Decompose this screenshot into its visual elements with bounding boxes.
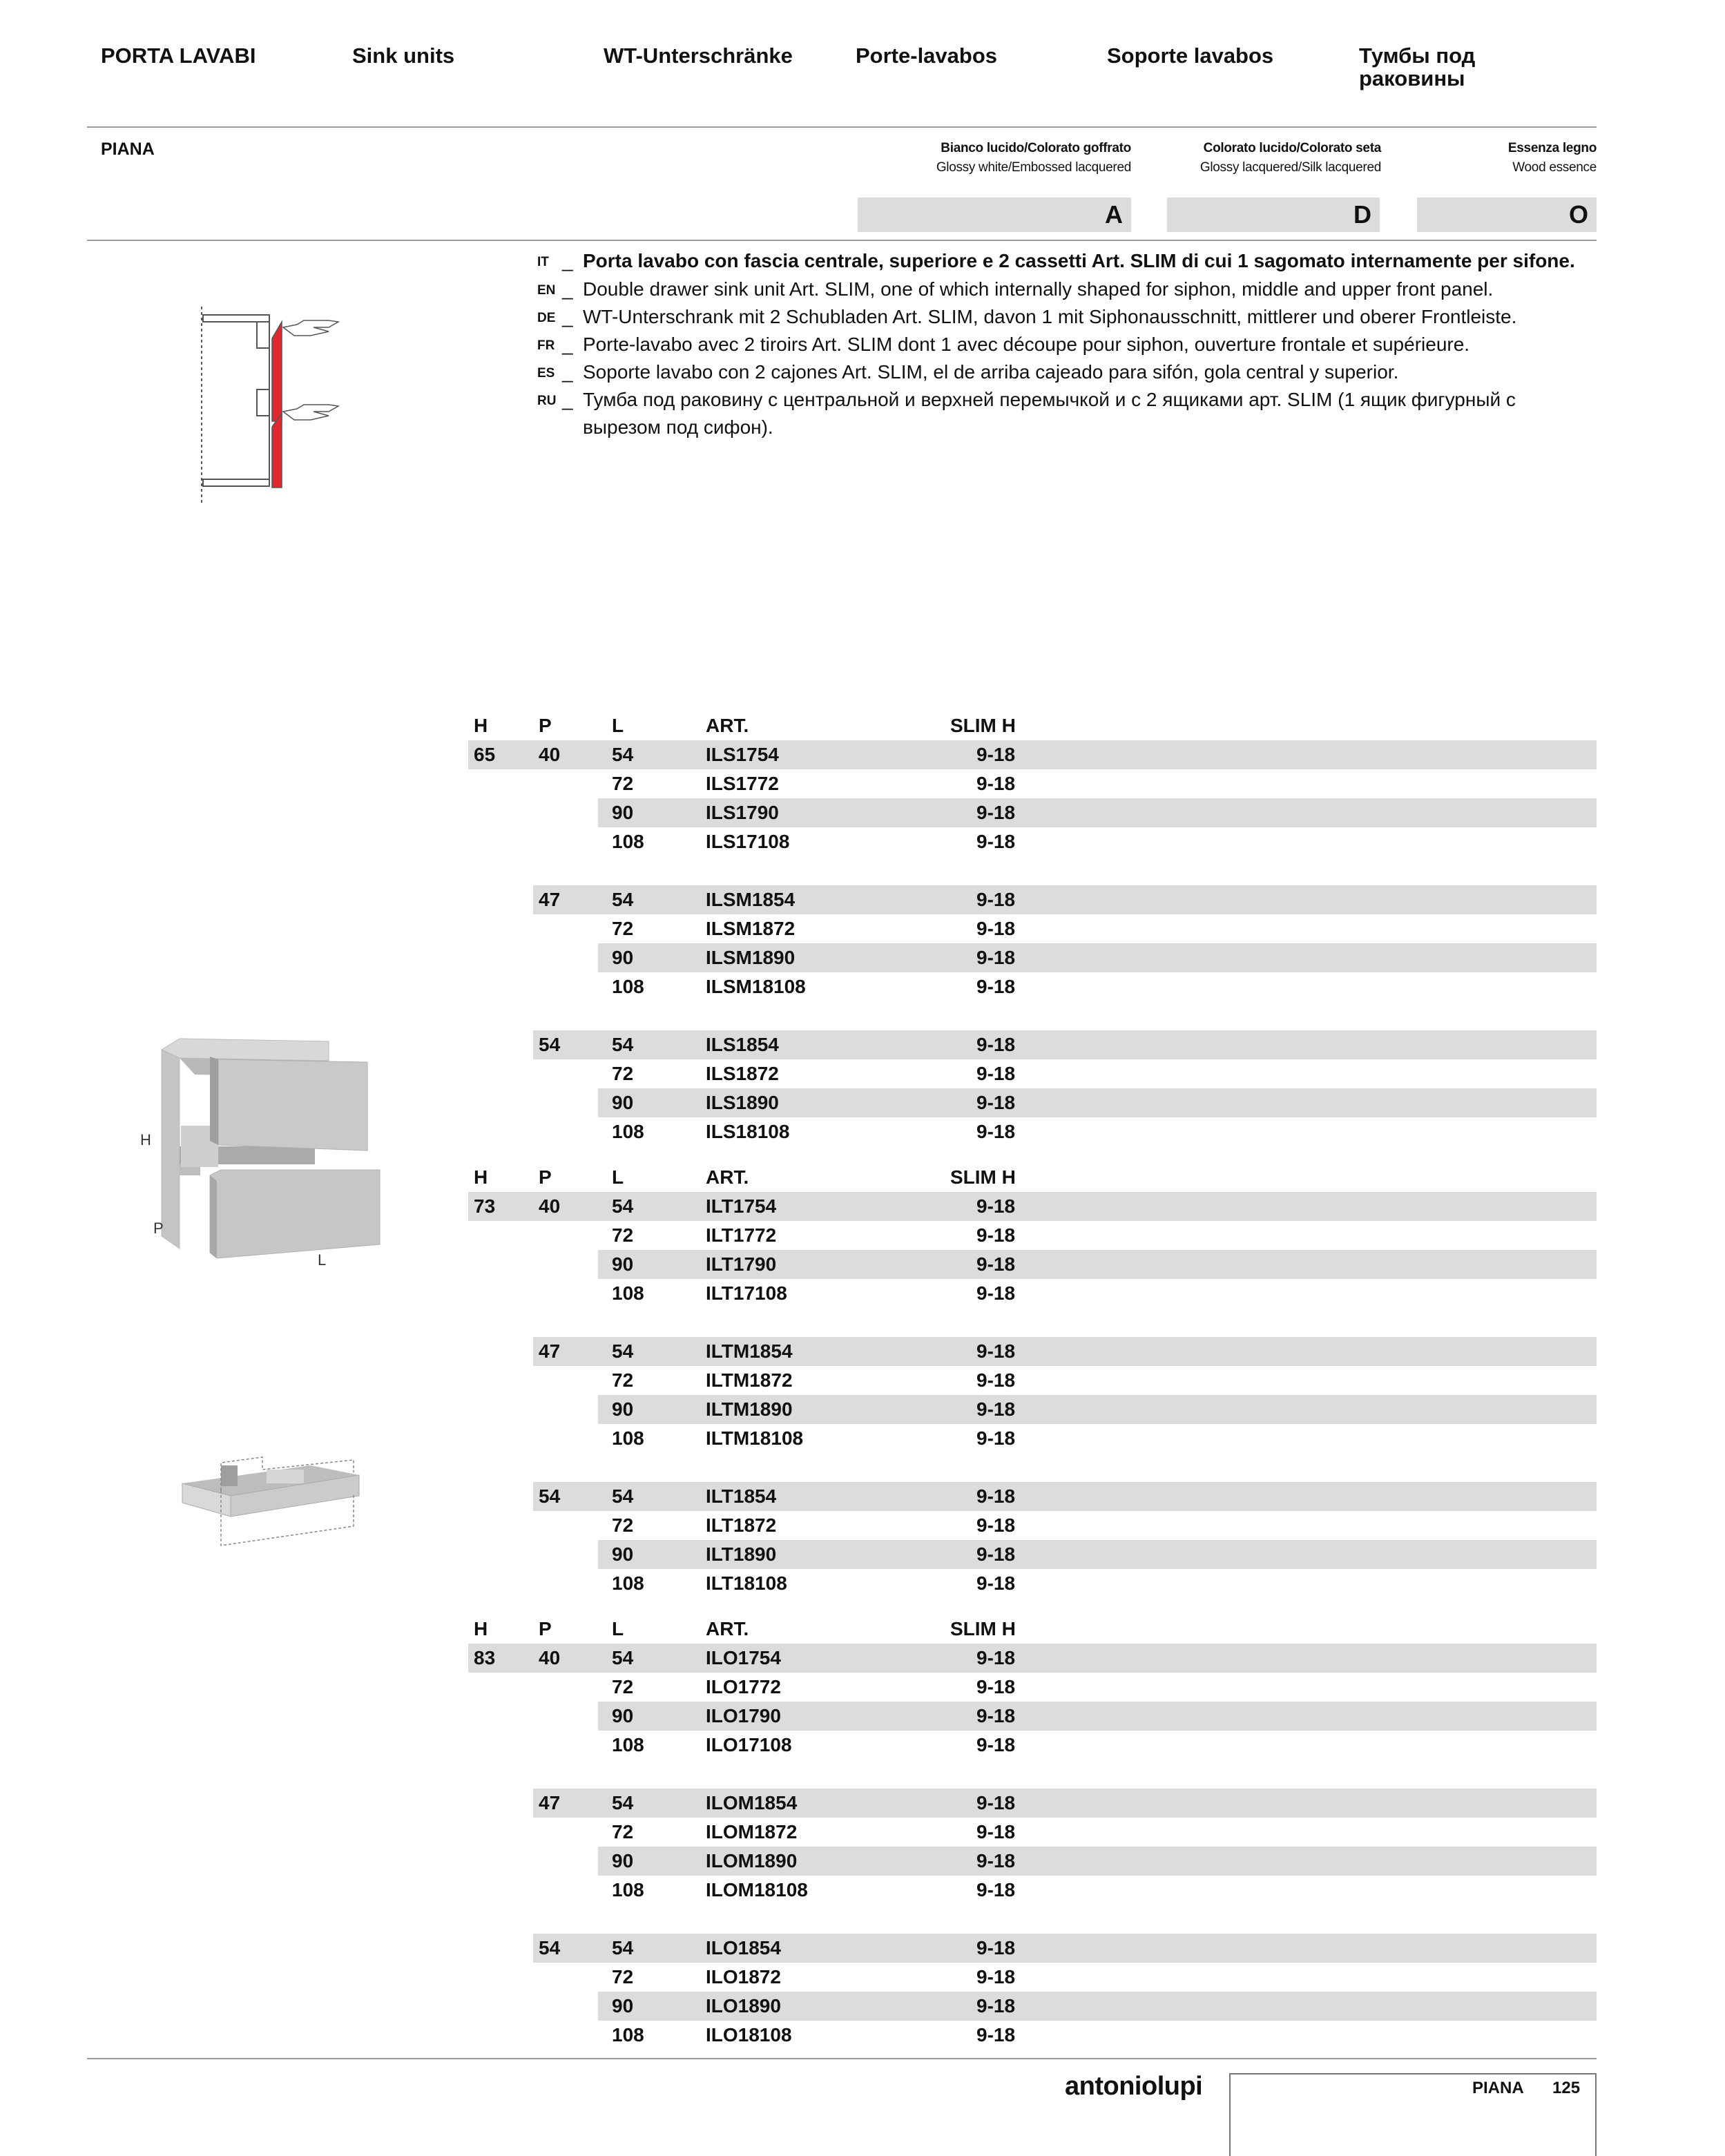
finish-a-title: Bianco lucido/Colorato goffrato xyxy=(941,141,1131,155)
lang-code-it: IT xyxy=(537,255,549,269)
footer-divider xyxy=(87,2058,1597,2059)
cell-slim: 9-18 xyxy=(976,1572,1016,1594)
cell-l: 54 xyxy=(612,889,634,910)
table-header-slim: SLIM H xyxy=(950,715,1016,736)
cell-slim: 9-18 xyxy=(976,1995,1016,2017)
cell-p: 54 xyxy=(539,1937,561,1958)
finish-a-subtitle: Glossy white/Embossed lacquered xyxy=(936,160,1131,175)
table-row xyxy=(468,740,1597,769)
cell-art: ILT1854 xyxy=(706,1485,777,1507)
header-title-ru: Тумбы под раковины xyxy=(1359,44,1476,90)
cell-l: 72 xyxy=(612,918,634,939)
table-row xyxy=(468,1731,1597,1760)
cell-slim: 9-18 xyxy=(976,1879,1016,1900)
cell-p: 40 xyxy=(539,1195,561,1217)
cell-art: ILT1790 xyxy=(706,1253,777,1275)
table-row xyxy=(468,1059,1597,1088)
cell-art: ILO1754 xyxy=(706,1647,781,1668)
dim-label-l: L xyxy=(318,1251,327,1269)
table-row xyxy=(598,1395,1597,1424)
cell-l: 54 xyxy=(612,1792,634,1813)
cell-slim: 9-18 xyxy=(976,889,1016,910)
table-row xyxy=(468,1366,1597,1395)
cell-l: 54 xyxy=(612,1340,634,1362)
cell-slim: 9-18 xyxy=(976,976,1016,997)
cell-art: ILT1872 xyxy=(706,1514,777,1536)
header-title-de: WT-Unterschränke xyxy=(604,44,793,68)
cell-l: 72 xyxy=(612,773,634,794)
cell-art: ILS1772 xyxy=(706,773,779,794)
cell-l: 108 xyxy=(612,1121,644,1142)
footer-box xyxy=(1229,2073,1597,2156)
cell-l: 72 xyxy=(612,1676,634,1697)
table-header-p: P xyxy=(539,1166,552,1188)
cell-l: 72 xyxy=(612,1514,634,1536)
cell-art: ILOM1890 xyxy=(706,1850,798,1871)
cell-slim: 9-18 xyxy=(976,831,1016,852)
finish-code-a: A xyxy=(858,198,1131,232)
table-row xyxy=(468,1569,1597,1598)
cell-art: ILS18108 xyxy=(706,1121,790,1142)
cell-slim: 9-18 xyxy=(976,1937,1016,1958)
section-diagram xyxy=(193,297,345,504)
table-row xyxy=(533,1030,1597,1059)
cell-l: 72 xyxy=(612,1224,634,1246)
cell-art: ILO1790 xyxy=(706,1705,781,1726)
table-header-l: L xyxy=(612,1618,624,1639)
cell-slim: 9-18 xyxy=(976,1369,1016,1391)
cell-art: ILT17108 xyxy=(706,1282,787,1304)
cell-slim: 9-18 xyxy=(976,1792,1016,1813)
cell-slim: 9-18 xyxy=(976,1092,1016,1113)
table-row xyxy=(468,1192,1597,1221)
brand-logo: antoniolupi xyxy=(1065,2072,1203,2101)
cell-l: 90 xyxy=(612,1995,634,2017)
cell-slim: 9-18 xyxy=(976,1966,1016,1987)
table-row xyxy=(468,1673,1597,1702)
table-row xyxy=(468,1644,1597,1673)
cell-l: 54 xyxy=(612,1937,634,1958)
cell-slim: 9-18 xyxy=(976,1398,1016,1420)
cell-art: ILSM1854 xyxy=(706,889,796,910)
table-row xyxy=(533,1482,1597,1511)
cell-art: ILO1890 xyxy=(706,1995,781,2017)
cell-art: ILS1754 xyxy=(706,744,779,765)
cell-l: 54 xyxy=(612,1647,634,1668)
table-row xyxy=(468,1818,1597,1847)
cell-art: ILOM18108 xyxy=(706,1879,808,1900)
section-label: PIANA xyxy=(101,139,155,159)
description-en-text: Double drawer sink unit Art. SLIM, one of which internally shaped for siphon, middle and upper front panel. xyxy=(583,278,1494,300)
cell-art: ILOM1872 xyxy=(706,1821,798,1842)
table-row xyxy=(598,943,1597,972)
table-header-h: H xyxy=(474,715,488,736)
table-header-p: P xyxy=(539,715,552,736)
footer-section: PIANA xyxy=(1472,2079,1524,2097)
table-row xyxy=(468,1511,1597,1540)
cell-art: ILO1872 xyxy=(706,1966,781,1987)
table-header-art: ART. xyxy=(706,1166,749,1188)
table-row xyxy=(598,798,1597,827)
cell-art: ILT18108 xyxy=(706,1572,787,1594)
finish-o-subtitle: Wood essence xyxy=(1512,160,1597,175)
cell-l: 90 xyxy=(612,1398,634,1420)
cell-art: ILSM1890 xyxy=(706,947,796,968)
cell-l: 54 xyxy=(612,1485,634,1507)
cell-art: ILS17108 xyxy=(706,831,790,852)
cell-slim: 9-18 xyxy=(976,1705,1016,1726)
finish-o-title: Essenza legno xyxy=(1507,141,1597,155)
cell-art: ILSM18108 xyxy=(706,976,806,997)
cell-l: 90 xyxy=(612,802,634,823)
table-row xyxy=(468,827,1597,856)
table-header-h: H xyxy=(474,1166,488,1188)
cell-slim: 9-18 xyxy=(976,744,1016,765)
cell-art: ILT1890 xyxy=(706,1543,777,1565)
finish-code-d: D xyxy=(1167,198,1380,232)
cell-l: 108 xyxy=(612,1282,644,1304)
table-row xyxy=(598,1992,1597,2021)
cell-slim: 9-18 xyxy=(976,2024,1016,2046)
lang-code-ru: RU xyxy=(537,394,557,408)
table-header-p: P xyxy=(539,1618,552,1639)
cell-l: 108 xyxy=(612,1427,644,1449)
cell-l: 72 xyxy=(612,1063,634,1084)
cell-slim: 9-18 xyxy=(976,802,1016,823)
table-row xyxy=(598,1702,1597,1731)
cell-p: 47 xyxy=(539,1340,561,1362)
table-header-l: L xyxy=(612,715,624,736)
header-title-it: PORTA LAVABI xyxy=(101,44,256,68)
cell-slim: 9-18 xyxy=(976,1224,1016,1246)
table-header-art: ART. xyxy=(706,715,749,736)
table-header-slim: SLIM H xyxy=(950,1618,1016,1639)
cell-l: 108 xyxy=(612,1734,644,1755)
cell-art: ILS1890 xyxy=(706,1092,779,1113)
cell-art: ILO1772 xyxy=(706,1676,781,1697)
table-row xyxy=(468,1279,1597,1308)
header-title-es: Soporte lavabos xyxy=(1107,44,1274,68)
cell-p: 47 xyxy=(539,889,561,910)
table-row xyxy=(468,972,1597,1001)
cell-art: ILT1772 xyxy=(706,1224,777,1246)
description-it-text: Porta lavabo con fascia centrale, superiore e 2 cassetti Art. SLIM di cui 1 sagomato internamente per sifone. xyxy=(583,250,1575,271)
table-row xyxy=(533,1934,1597,1963)
cell-l: 108 xyxy=(612,1572,644,1594)
cell-slim: 9-18 xyxy=(976,1253,1016,1275)
header-divider xyxy=(87,126,1597,128)
table-row xyxy=(598,1088,1597,1117)
cell-art: ILTM1872 xyxy=(706,1369,793,1391)
cell-l: 90 xyxy=(612,1253,634,1275)
cell-slim: 9-18 xyxy=(976,1543,1016,1565)
cell-art: ILTM18108 xyxy=(706,1427,804,1449)
table-row xyxy=(468,1117,1597,1146)
cell-slim: 9-18 xyxy=(976,1282,1016,1304)
finish-code-o: O xyxy=(1417,198,1597,232)
table-row xyxy=(533,1789,1597,1818)
dim-label-p: P xyxy=(153,1220,164,1237)
header-title-en: Sink units xyxy=(352,44,455,68)
cell-l: 72 xyxy=(612,1369,634,1391)
cell-p: 54 xyxy=(539,1485,561,1507)
table-header-l: L xyxy=(612,1166,624,1188)
table-row xyxy=(468,1221,1597,1250)
finishes-divider xyxy=(87,240,1597,241)
description-ru-text: Тумба под раковину с центральной и верхней перемычкой и с 2 ящиками арт. SLIM (1 ящик фигурный с xyxy=(583,389,1516,410)
cell-slim: 9-18 xyxy=(976,1850,1016,1871)
cell-art: ILT1754 xyxy=(706,1195,777,1217)
cell-slim: 9-18 xyxy=(976,1121,1016,1142)
cell-art: ILOM1854 xyxy=(706,1792,798,1813)
table-row xyxy=(468,1963,1597,1992)
cell-l: 72 xyxy=(612,1821,634,1842)
dim-label-h: H xyxy=(140,1131,151,1148)
cell-l: 108 xyxy=(612,831,644,852)
cell-l: 108 xyxy=(612,976,644,997)
cell-art: ILS1854 xyxy=(706,1034,779,1055)
cell-slim: 9-18 xyxy=(976,918,1016,939)
table-row xyxy=(533,1337,1597,1366)
table-row xyxy=(468,1424,1597,1453)
cell-l: 108 xyxy=(612,2024,644,2046)
cell-slim: 9-18 xyxy=(976,1514,1016,1536)
cell-p: 54 xyxy=(539,1034,561,1055)
lang-code-fr: FR xyxy=(537,338,555,353)
cell-slim: 9-18 xyxy=(976,1340,1016,1362)
cell-l: 90 xyxy=(612,1850,634,1871)
description-de-text: WT-Unterschrank mit 2 Schubladen Art. SLIM, davon 1 mit Siphonausschnitt, mittlerer und oberer Frontleiste. xyxy=(583,306,1517,327)
cell-l: 90 xyxy=(612,1543,634,1565)
cell-l: 108 xyxy=(612,1879,644,1900)
cell-p: 40 xyxy=(539,1647,561,1668)
cell-l: 54 xyxy=(612,1195,634,1217)
cell-slim: 9-18 xyxy=(976,947,1016,968)
finish-d-subtitle: Glossy lacquered/Silk lacquered xyxy=(1199,160,1381,175)
lang-code-en: EN xyxy=(537,283,556,298)
cell-art: ILO18108 xyxy=(706,2024,792,2046)
cell-l: 90 xyxy=(612,1705,634,1726)
cell-art: ILTM1854 xyxy=(706,1340,793,1362)
cabinet-illustration xyxy=(152,1029,401,1278)
table-row xyxy=(598,1847,1597,1876)
table-row xyxy=(468,914,1597,943)
cell-l: 54 xyxy=(612,744,634,765)
finish-d-title: Colorato lucido/Colorato seta xyxy=(1203,141,1381,155)
cell-l: 90 xyxy=(612,1092,634,1113)
table-row xyxy=(468,2021,1597,2050)
cell-art: ILO1854 xyxy=(706,1937,781,1958)
cell-slim: 9-18 xyxy=(976,1821,1016,1842)
description-fr-text: Porte-lavabo avec 2 tiroirs Art. SLIM dont 1 avec découpe pour siphon, ouverture frontale et supérieure. xyxy=(583,334,1470,355)
cell-p: 47 xyxy=(539,1792,561,1813)
page-number: 125 xyxy=(1552,2079,1581,2097)
cell-h: 73 xyxy=(474,1195,496,1217)
table-row xyxy=(468,1876,1597,1905)
table-row xyxy=(598,1250,1597,1279)
cell-p: 40 xyxy=(539,744,561,765)
table-header-art: ART. xyxy=(706,1618,749,1639)
table-header-h: H xyxy=(474,1618,488,1639)
table-row xyxy=(468,769,1597,798)
cell-slim: 9-18 xyxy=(976,1647,1016,1668)
table-row xyxy=(533,885,1597,914)
cell-art: ILTM1890 xyxy=(706,1398,793,1420)
cell-art: ILS1872 xyxy=(706,1063,779,1084)
header-title-fr: Porte-lavabos xyxy=(856,44,998,68)
cell-l: 72 xyxy=(612,1966,634,1987)
cell-art: ILSM1872 xyxy=(706,918,796,939)
cell-l: 54 xyxy=(612,1034,634,1055)
description-es-text: Soporte lavabo con 2 cajones Art. SLIM, el de arriba cajeado para sifón, gola central y superior. xyxy=(583,361,1399,383)
cell-slim: 9-18 xyxy=(976,1734,1016,1755)
cell-slim: 9-18 xyxy=(976,1676,1016,1697)
lang-code-es: ES xyxy=(537,366,555,381)
table-row xyxy=(598,1540,1597,1569)
cell-slim: 9-18 xyxy=(976,773,1016,794)
drawer-illustration xyxy=(173,1430,373,1554)
cell-slim: 9-18 xyxy=(976,1195,1016,1217)
cell-slim: 9-18 xyxy=(976,1427,1016,1449)
cell-art: ILS1790 xyxy=(706,802,779,823)
cell-l: 90 xyxy=(612,947,634,968)
table-header-slim: SLIM H xyxy=(950,1166,1016,1188)
cell-slim: 9-18 xyxy=(976,1485,1016,1507)
cell-slim: 9-18 xyxy=(976,1034,1016,1055)
cell-h: 83 xyxy=(474,1647,496,1668)
cell-art: ILO17108 xyxy=(706,1734,792,1755)
lang-code-de: DE xyxy=(537,311,556,325)
cell-h: 65 xyxy=(474,744,496,765)
description-ru-text2: вырезом под сифон). xyxy=(583,416,773,438)
cell-slim: 9-18 xyxy=(976,1063,1016,1084)
